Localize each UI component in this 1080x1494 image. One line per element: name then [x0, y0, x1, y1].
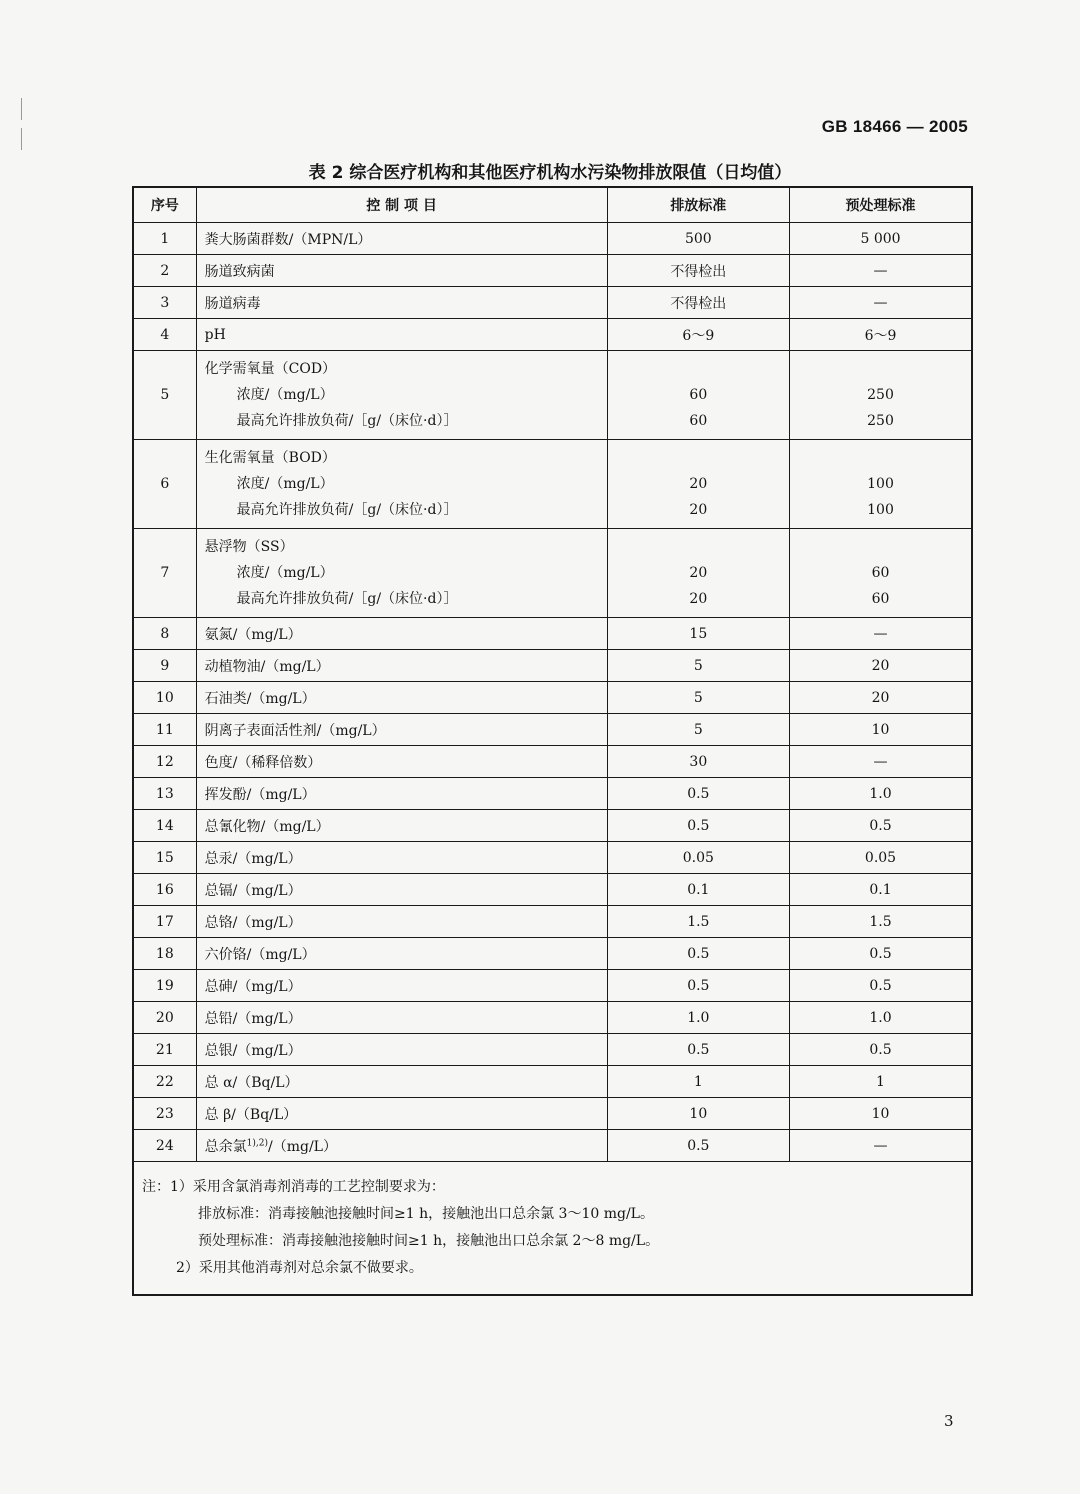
- row-pretreat: 100: [867, 502, 894, 518]
- table-row: [133, 1098, 972, 1130]
- table-row: [133, 1002, 972, 1034]
- col-header-no: 序号: [133, 187, 196, 223]
- row-discharge: 不得检出: [607, 255, 789, 287]
- row-item: 粪大肠菌群数/（MPN/L）: [196, 223, 607, 255]
- row-pretreat: 0.5: [790, 810, 972, 842]
- col-header-item: 控 制 项 目: [196, 187, 607, 223]
- table-title: 表 2 综合医疗机构和其他医疗机构水污染物排放限值（日均值）: [308, 163, 792, 183]
- row-item-unit: /（mg/L）: [267, 1138, 337, 1155]
- row-no: 6: [133, 440, 196, 529]
- row-item: 化学需氧量（COD）: [204, 361, 337, 377]
- row-pretreat: 0.5: [790, 1034, 972, 1066]
- row-no: 2: [133, 255, 196, 287]
- row-pretreat: 1.0: [790, 778, 972, 810]
- row-pretreat: 0.5: [790, 938, 972, 970]
- row-item: 总 β/（Bq/L）: [196, 1098, 607, 1130]
- row-pretreat: —: [790, 1130, 972, 1162]
- row-discharge: 20: [689, 502, 708, 518]
- table-row: [133, 810, 972, 842]
- row-item: 总铅/（mg/L）: [196, 1002, 607, 1034]
- row-no: 16: [133, 874, 196, 906]
- row-item: 挥发酚/（mg/L）: [196, 778, 607, 810]
- row-subitem-load: 最高允许排放负荷/［g/（床位·d）］: [236, 591, 458, 607]
- row-pretreat: 20: [790, 650, 972, 682]
- table-row: [133, 746, 972, 778]
- table-row: [133, 842, 972, 874]
- table-notes: [133, 1162, 972, 1296]
- table-row: [133, 778, 972, 810]
- row-item: 肠道致病菌: [196, 255, 607, 287]
- row-item: pH: [196, 319, 607, 351]
- table-row-group: [133, 529, 972, 618]
- row-item: 悬浮物（SS）: [204, 539, 294, 555]
- row-discharge: 不得检出: [607, 287, 789, 319]
- row-item-text: 总余氯: [204, 1138, 247, 1155]
- table-row: [133, 714, 972, 746]
- row-pretreat-group: [790, 529, 972, 618]
- row-no: 15: [133, 842, 196, 874]
- note-line: 2）采用其他消毒剂对总余氯不做要求。: [176, 1260, 423, 1276]
- row-pretreat-group: [790, 351, 972, 440]
- row-discharge: 6～9: [607, 319, 789, 351]
- row-item: 色度/（稀释倍数）: [196, 746, 607, 778]
- row-item-group: [196, 351, 607, 440]
- standard-code: GB 18466 — 2005: [821, 117, 968, 136]
- row-pretreat: 1: [790, 1066, 972, 1098]
- row-item: 肠道病毒: [196, 287, 607, 319]
- note-line: 预处理标准：消毒接触池接触时间≥1 h，接触池出口总余氯 2～8 mg/L。: [198, 1233, 660, 1249]
- row-discharge: 1.5: [607, 906, 789, 938]
- row-no: 20: [133, 1002, 196, 1034]
- row-pretreat: —: [790, 255, 972, 287]
- row-no: 24: [133, 1130, 196, 1162]
- row-discharge: 60: [689, 413, 708, 429]
- row-item: [196, 1130, 607, 1162]
- page-number: 3: [944, 1412, 954, 1430]
- row-pretreat: 1.0: [790, 1002, 972, 1034]
- row-pretreat-group: [790, 440, 972, 529]
- row-subitem-concentration: 浓度/（mg/L）: [236, 476, 334, 492]
- row-no: 22: [133, 1066, 196, 1098]
- row-discharge-group: [607, 440, 789, 529]
- table-row: [133, 1066, 972, 1098]
- row-subitem-load: 最高允许排放负荷/［g/（床位·d）］: [236, 413, 458, 429]
- row-discharge: 0.1: [607, 874, 789, 906]
- scan-margin-mark: [21, 128, 22, 150]
- note-line: 注：1）采用含氯消毒剂消毒的工艺控制要求为：: [142, 1179, 445, 1195]
- row-item: 总银/（mg/L）: [196, 1034, 607, 1066]
- row-discharge: 20: [689, 476, 708, 492]
- table-row: [133, 1130, 972, 1162]
- row-pretreat: 5 000: [790, 223, 972, 255]
- row-discharge: 1: [607, 1066, 789, 1098]
- row-item-group: [196, 440, 607, 529]
- table-row: [133, 906, 972, 938]
- row-no: 9: [133, 650, 196, 682]
- row-pretreat: 0.05: [790, 842, 972, 874]
- row-discharge-group: [607, 351, 789, 440]
- row-no: 1: [133, 223, 196, 255]
- row-no: 14: [133, 810, 196, 842]
- row-discharge: 0.5: [607, 970, 789, 1002]
- row-discharge-group: [607, 529, 789, 618]
- row-item: 石油类/（mg/L）: [196, 682, 607, 714]
- row-discharge: 20: [689, 565, 708, 581]
- row-subitem-load: 最高允许排放负荷/［g/（床位·d）］: [236, 502, 458, 518]
- row-discharge: 10: [607, 1098, 789, 1130]
- row-no: 4: [133, 319, 196, 351]
- row-no: 17: [133, 906, 196, 938]
- row-no: 18: [133, 938, 196, 970]
- row-pretreat: 100: [867, 476, 894, 492]
- row-pretreat: —: [790, 746, 972, 778]
- table-row: [133, 874, 972, 906]
- table-row: [133, 287, 972, 319]
- row-discharge: 0.5: [607, 1130, 789, 1162]
- row-item: 总汞/（mg/L）: [196, 842, 607, 874]
- row-pretreat: 6～9: [790, 319, 972, 351]
- row-discharge: 0.5: [607, 1034, 789, 1066]
- row-discharge: 60: [689, 387, 708, 403]
- row-no: 8: [133, 618, 196, 650]
- row-item: 总砷/（mg/L）: [196, 970, 607, 1002]
- table-row: [133, 682, 972, 714]
- row-no: 21: [133, 1034, 196, 1066]
- row-pretreat: —: [790, 287, 972, 319]
- table-row: [133, 255, 972, 287]
- row-item: 总铬/（mg/L）: [196, 906, 607, 938]
- row-no: 19: [133, 970, 196, 1002]
- row-discharge: 5: [607, 650, 789, 682]
- row-discharge: 0.05: [607, 842, 789, 874]
- emission-limits-table: [132, 186, 973, 1296]
- row-item: 阴离子表面活性剂/（mg/L）: [196, 714, 607, 746]
- row-discharge: 0.5: [607, 938, 789, 970]
- note-line: 排放标准：消毒接触池接触时间≥1 h，接触池出口总余氯 3～10 mg/L。: [198, 1206, 654, 1222]
- row-pretreat: 250: [867, 387, 894, 403]
- footnote-ref: 1),2): [246, 1137, 268, 1148]
- row-discharge: 0.5: [607, 810, 789, 842]
- row-no: 5: [133, 351, 196, 440]
- row-no: 13: [133, 778, 196, 810]
- row-pretreat: 10: [790, 1098, 972, 1130]
- row-item: 总镉/（mg/L）: [196, 874, 607, 906]
- row-item: 生化需氧量（BOD）: [204, 450, 336, 466]
- table-row: [133, 650, 972, 682]
- row-pretreat: 20: [790, 682, 972, 714]
- row-item: 六价铬/（mg/L）: [196, 938, 607, 970]
- table-row: [133, 319, 972, 351]
- row-pretreat: —: [790, 618, 972, 650]
- row-item: 动植物油/（mg/L）: [196, 650, 607, 682]
- row-item: 总氰化物/（mg/L）: [196, 810, 607, 842]
- table-row: [133, 1034, 972, 1066]
- row-no: 23: [133, 1098, 196, 1130]
- scan-margin-mark: [21, 98, 22, 120]
- table-row: [133, 618, 972, 650]
- row-item: 氨氮/（mg/L）: [196, 618, 607, 650]
- row-pretreat: 1.5: [790, 906, 972, 938]
- row-subitem-concentration: 浓度/（mg/L）: [236, 387, 334, 403]
- table-row: [133, 223, 972, 255]
- col-header-discharge: 排放标准: [607, 187, 789, 223]
- row-pretreat: 10: [790, 714, 972, 746]
- row-discharge: 0.5: [607, 778, 789, 810]
- row-pretreat: 0.5: [790, 970, 972, 1002]
- row-subitem-concentration: 浓度/（mg/L）: [236, 565, 334, 581]
- row-no: 7: [133, 529, 196, 618]
- row-pretreat: 0.1: [790, 874, 972, 906]
- table-row-group: [133, 351, 972, 440]
- row-no: 12: [133, 746, 196, 778]
- row-no: 10: [133, 682, 196, 714]
- notes-row: [133, 1162, 972, 1296]
- notes-block: [142, 1174, 963, 1282]
- row-pretreat: 250: [867, 413, 894, 429]
- row-no: 3: [133, 287, 196, 319]
- row-discharge: 5: [607, 682, 789, 714]
- row-discharge: 5: [607, 714, 789, 746]
- row-discharge: 30: [607, 746, 789, 778]
- row-item: 总 α/（Bq/L）: [196, 1066, 607, 1098]
- row-discharge: 500: [607, 223, 789, 255]
- row-discharge: 20: [689, 591, 708, 607]
- row-pretreat: 60: [871, 591, 890, 607]
- table-header-row: [133, 187, 972, 223]
- table-row-group: [133, 440, 972, 529]
- row-discharge: 1.0: [607, 1002, 789, 1034]
- table-row: [133, 938, 972, 970]
- row-no: 11: [133, 714, 196, 746]
- row-pretreat: 60: [871, 565, 890, 581]
- table-row: [133, 970, 972, 1002]
- row-item-group: [196, 529, 607, 618]
- col-header-pretreat: 预处理标准: [790, 187, 972, 223]
- row-discharge: 15: [607, 618, 789, 650]
